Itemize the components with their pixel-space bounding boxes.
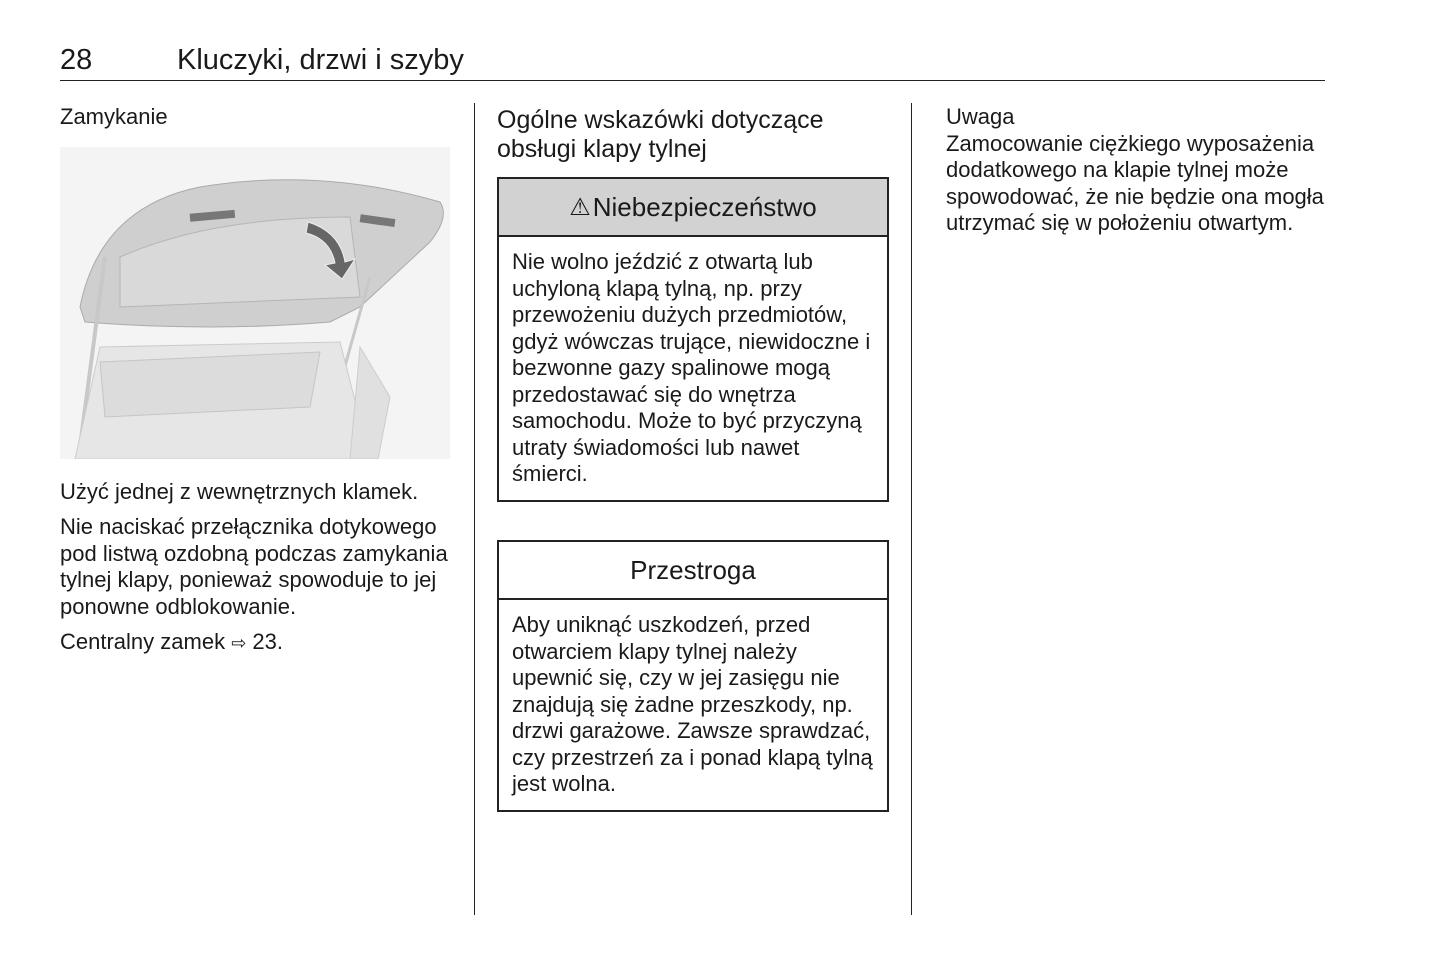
header-rule [60,80,1325,81]
paragraph: Nie naciskać przełącznika dotykowego pod listwą ozdobną podczas zamykania tylnej klapy, ponieważ spowoduje to jej ponowne odblokowanie. [60,514,448,619]
caution-box [497,540,889,812]
danger-text: Nie wolno jeździć z otwartą lub uchyloną klapą tylną, np. przy przewożeniu dużych przedmiotów, gdyż wówczas trujące, niewidoczne i bezwonne gazy spalinowe mogą przedostawać się do wnętrza samochodu. Może to być przyczyną utraty świadomości lub nawet śmierci. [512,249,871,486]
column-divider [911,103,912,915]
tailgate-illustration [60,147,450,459]
xref-text: Centralny zamek [60,629,226,654]
danger-box [497,177,889,502]
column-divider [474,103,475,915]
caution-title: Przestroga [499,542,887,600]
caution-text: Aby uniknąć uszkodzeń, przed otwarciem klapy tylnej należy upewnić się, czy w jej zasięgu nie znajdują się żadne przeszkody, np. drzwi garażowe. Zawsze sprawdzać, czy przestrzeń za i ponad klapą tylną jest wolna. [512,612,873,796]
arrow-icon: ⇨ [231,633,247,653]
note-text: Zamocowanie ciężkiego wyposażenia dodatkowego na klapie tylnej może spowodować, że nie będzie ona mogła utrzymać się w położeniu otwartym. [946,130,1324,235]
danger-header [499,179,887,237]
xref-page: 23. [252,629,284,654]
column-1 [60,104,455,666]
subheading: Zamykanie [60,104,168,129]
paragraph: Użyć jednej z wewnętrznych klamek. [60,478,419,504]
page-number: 28 [60,44,93,76]
cross-reference[interactable] [60,629,455,657]
column-3 [946,104,1326,237]
warning-triangle-icon: ⚠ [569,193,591,221]
section-heading: Ogólne wskazówki dotyczące obsługi klapy tylnej [497,106,824,163]
danger-title: Niebezpieczeństwo [592,191,817,222]
note-heading: Uwaga [946,104,1015,129]
page-title: Kluczyki, drzwi i szyby [177,44,464,76]
